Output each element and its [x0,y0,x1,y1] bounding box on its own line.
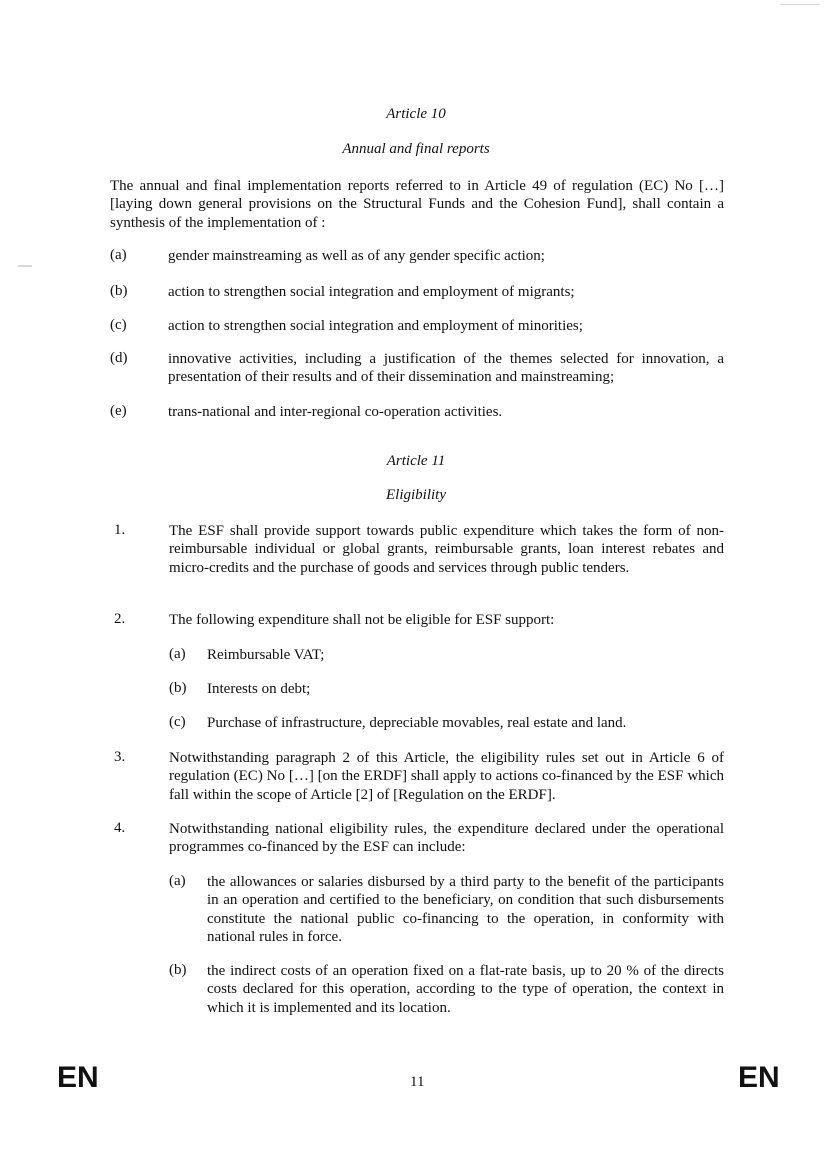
item-label: (c) [110,317,127,333]
subitem-label: (a) [169,646,186,662]
article-10-item-e [110,403,724,421]
article-11-paragraph-3 [114,749,724,804]
item-label: (a) [110,247,127,263]
paragraph-4-subitem-a [169,873,724,947]
paragraph-number: 2. [114,611,126,627]
scan-artifact-top-right [780,4,820,5]
article-10-item-d [110,350,724,387]
item-text: trans-national and inter-regional co-operation activities. [168,404,503,420]
item-label: (e) [110,403,127,419]
subitem-label: (b) [169,962,187,978]
article-11-heading: Article 11 [386,453,446,469]
item-text: gender mainstreaming as well as of any gender specific action; [168,248,545,264]
footer-language-right: EN [738,1061,780,1094]
article-10-heading: Article 10 [386,106,446,122]
paragraph-number: 4. [114,820,126,836]
subitem-label: (a) [169,873,186,889]
subitem-text: Purchase of infrastructure, depreciable movables, real estate and land. [207,715,627,731]
paragraph-number: 1. [114,522,126,538]
paragraph-2-subitem-b [169,680,724,698]
paragraph-2-subitem-a [169,646,724,664]
paragraph-text: Notwithstanding paragraph 2 of this Article, the eligibility rules set out in Article 6 of regulation (EC) No […] [on the ERDF] shall apply to actions co-financed by the ESF which fall within the scope of Article [2] of [Regulation on the ERDF]. [169,750,724,803]
paragraph-text: The following expenditure shall not be eligible for ESF support: [169,612,555,628]
item-label: (d) [110,350,128,366]
subitem-label: (b) [169,680,187,696]
subitem-text: the indirect costs of an operation fixed on a flat-rate basis, up to 20 % of the directs costs declared for this operation, according to the type of operation, the context in which it is implemented and its location. [207,963,724,1016]
paragraph-number: 3. [114,749,126,765]
footer-language-left: EN [57,1061,99,1094]
item-label: (b) [110,283,128,299]
article-11-paragraph-1 [114,522,724,577]
subitem-label: (c) [169,714,186,730]
article-11-paragraph-4 [114,820,724,857]
item-text: action to strengthen social integration and employment of minorities; [168,318,583,334]
subitem-text: Interests on debt; [207,681,311,697]
item-text: action to strengthen social integration and employment of migrants; [168,284,575,300]
article-10-item-b [110,283,724,301]
article-10-title: Annual and final reports [342,141,490,157]
article-10-item-a [110,247,724,265]
article-11-paragraph-2 [114,611,724,629]
subitem-text: Reimbursable VAT; [207,647,325,663]
paragraph-text: Notwithstanding national eligibility rules, the expenditure declared under the operational programmes co-financed by the ESF can include: [169,821,724,856]
article-10-item-c [110,317,724,335]
paragraph-4-subitem-b [169,962,724,1017]
scan-artifact-left [18,265,32,267]
article-11-title: Eligibility [386,487,446,503]
page-number: 11 [410,1074,425,1090]
paragraph-text: The ESF shall provide support towards public expenditure which takes the form of non-reimbursable individual or global grants, reimbursable grants, loan interest rebates and micro-credits and the purchase of goods and services through public tenders. [169,523,724,576]
item-text: innovative activities, including a justification of the themes selected for innovation, a presentation of their results and of their dissemination and mainstreaming; [168,351,724,386]
article-10-intro: The annual and final implementation reports referred to in Article 49 of regulation (EC) No […] [laying down general provisions on the Structural Funds and the Cohesion Fund], shall contain a synthesis of the implementation of : [110,178,724,231]
paragraph-2-subitem-c [169,714,724,732]
subitem-text: the allowances or salaries disbursed by a third party to the benefit of the participants in an operation and certified to the beneficiary, on condition that such disbursements constitute the national public co-financing to the operation, in conformity with national rules in force. [207,874,724,946]
